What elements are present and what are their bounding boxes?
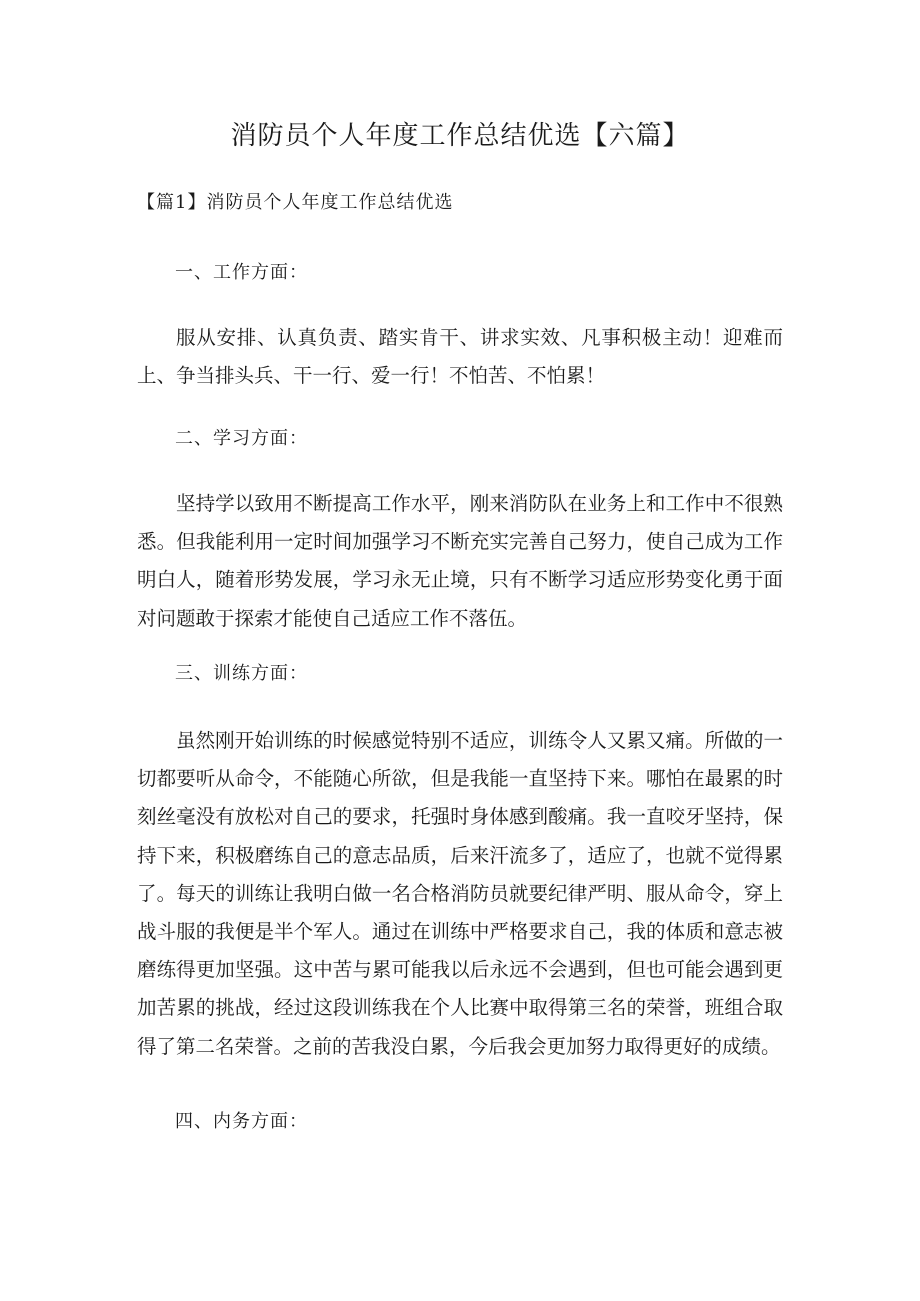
paragraph-training: 虽然刚开始训练的时候感觉特别不适应，训练令人又累又痛。所做的一切都要听从命令，不能随心所欲，但是我能一直坚持下来。哪怕在最累的时刻丝毫没有放松对自己的要求，托强时身体感到酸痛。我一直咬牙坚持，保持下来，积极磨练自己的意志品质，后来汗流多了，适应了，也就不觉得累了。每天的训练让我明白做一名合格消防员就要纪律严明、服从命令，穿上战斗服的我便是半个军人。通过在训练中严格要求自己，我的体质和意志被磨练得更加坚强。这中苦与累可能我以后永远不会遇到，但也可能会遇到更加苦累的挑战，经过这段训练我在个人比赛中取得第三名的荣誉，班组合取得了第二名荣誉。之前的苦我没白累，今后我会更加努力取得更好的成绩。 [137,729,783,1058]
article-heading: 【篇1】消防员个人年度工作总结优选 [137,192,454,213]
document-title: 消防员个人年度工作总结优选【六篇】 [230,121,690,151]
section-heading-work: 一、工作方面： [175,262,308,283]
paragraph-study: 坚持学以致用不断提高工作水平，刚来消防队在业务上和工作中不很熟悉。但我能利用一定时间加强学习不断充实完善自己努力，使自己成为工作明白人，随着形势发展，学习永无止境，只有不断学习适应形势变化勇于面对问题敢于探索才能使自己适应工作不落伍。 [137,492,783,630]
section-heading-training: 三、训练方面： [175,663,308,684]
section-heading-housekeeping: 四、内务方面： [175,1111,308,1132]
paragraph-work: 服从安排、认真负责、踏实肯干、讲求实效、凡事积极主动！迎难而上、争当排头兵、干一行、爱一行！不怕苦、不怕累！ [137,326,783,388]
section-heading-study: 二、学习方面： [175,428,308,449]
